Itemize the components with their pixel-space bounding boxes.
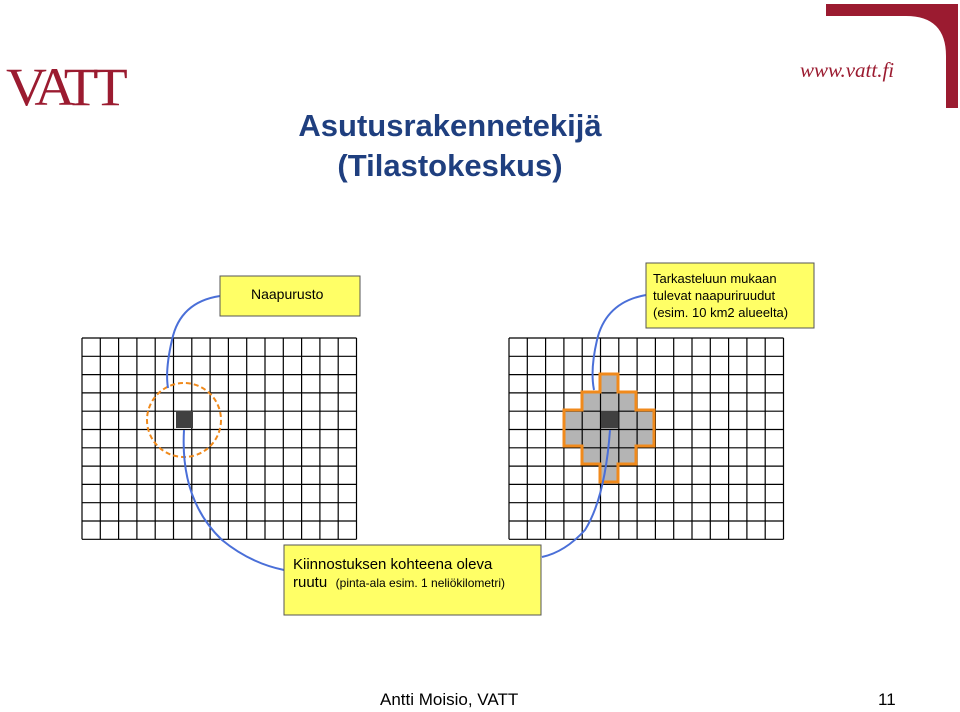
callout-kiinnostus-line-1: Kiinnostuksen kohteena oleva [293,556,493,573]
neighbour-cell [582,428,600,446]
title-line-1: Asutusrakennetekijä [298,108,602,143]
neighbour-cell [618,446,636,464]
website-link[interactable]: www.vatt.fi [800,58,895,82]
left-grid-background [82,336,359,543]
callout-kiinnostus-line-2 [293,574,505,591]
neighbour-cell [618,428,636,446]
right-center-cell [601,411,618,428]
neighbour-cell [636,410,654,428]
vatt-logo: VATT [6,57,123,117]
neighbour-cell [618,392,636,410]
neighbour-cell [582,392,600,410]
neighbour-cell [564,410,582,428]
neighbour-cell [564,428,582,446]
callout-tarkastelu-line-1: Tarkasteluun mukaan [653,271,777,286]
neighbour-cell [618,410,636,428]
neighbour-cell [600,392,618,410]
neighbour-cell [600,374,618,392]
page-number: 11 [878,690,896,709]
callout-tarkastelu-line-2: tulevat naapuriruudut [653,288,776,303]
callout-kiinnostus-note: (pinta-ala esim. 1 neliökilometri) [335,576,506,590]
neighbour-cell [582,446,600,464]
footer-author: Antti Moisio, VATT [380,690,519,709]
title-line-2: (Tilastokeskus) [337,148,563,183]
callout-tarkastelu-line-3: (esim. 10 km2 alueelta) [653,305,789,320]
left-center-cell [176,411,193,428]
callout-kiinnostus-word: ruutu [293,574,328,591]
neighbour-cell [582,410,600,428]
callout-naapurusto-text: Naapurusto [251,286,324,302]
neighbour-cell [636,428,654,446]
